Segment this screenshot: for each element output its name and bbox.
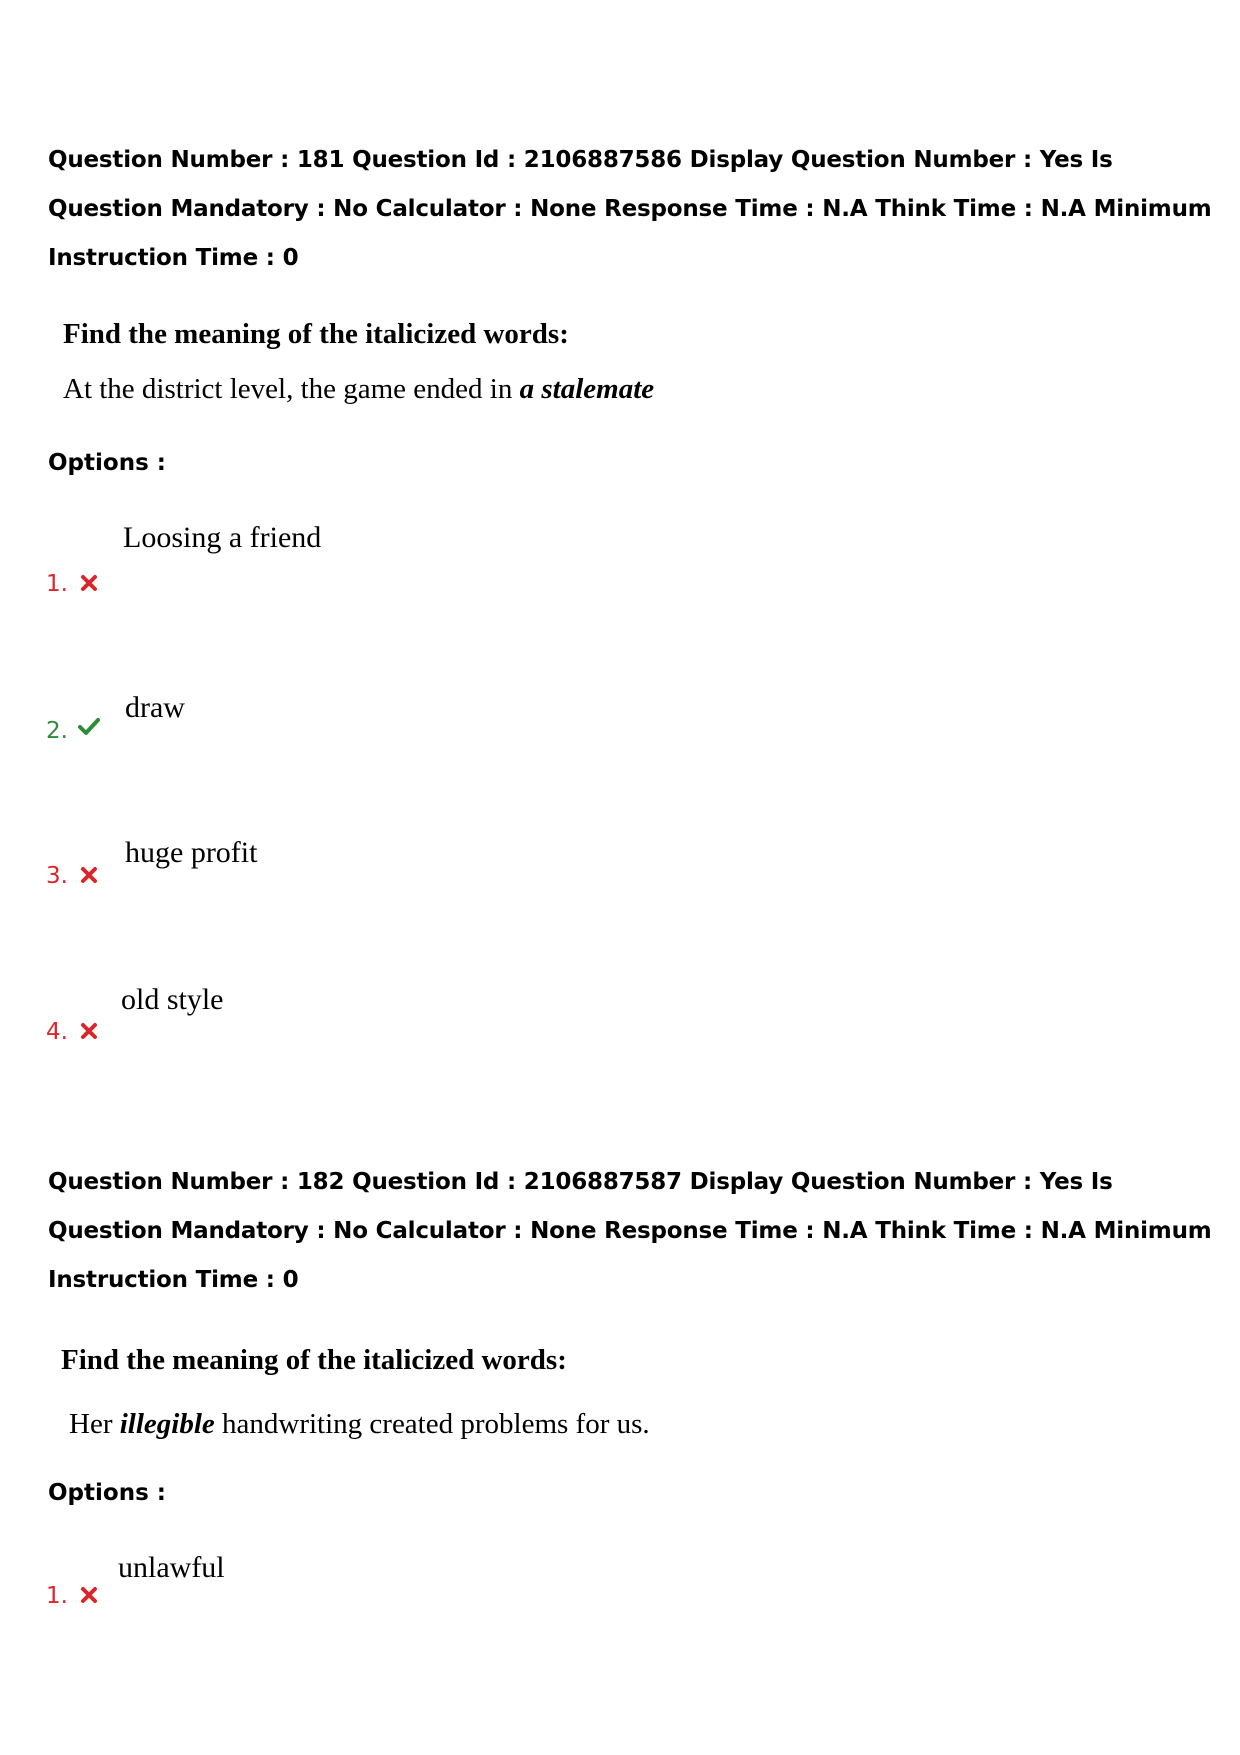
option-text: draw [125, 691, 185, 724]
check-icon [78, 717, 100, 737]
options-label: Options : [48, 1480, 166, 1506]
question-meta: Question Number : 181 Question Id : 2106887586 Display Question Number : Yes Is Question Mandatory : No Calculator : None Response Time : N.A Think Time : N.A Minimum Instruction Time : 0 [48, 147, 1212, 271]
option-number: 1. [46, 571, 68, 597]
cross-icon [80, 1022, 98, 1040]
cross-icon [80, 574, 98, 592]
italicized-words: illegible [119, 1408, 215, 1440]
question-prompt: Find the meaning of the italicized words: [63, 318, 569, 350]
sentence-text: Her [69, 1408, 120, 1440]
options-label: Options : [48, 450, 166, 476]
option-number: 3. [46, 863, 68, 889]
question-sentence [63, 373, 654, 406]
option-text: old style [121, 983, 224, 1016]
option-number: 1. [46, 1583, 68, 1609]
italicized-words: a stalemate [519, 373, 655, 405]
option-number: 4. [46, 1019, 68, 1045]
option-number: 2. [46, 718, 68, 744]
sentence-text: At the district level, the game ended in [63, 373, 520, 405]
cross-icon [80, 1586, 98, 1604]
option-text: unlawful [118, 1551, 225, 1584]
sentence-text-end: handwriting created problems for us. [214, 1408, 650, 1440]
option-text: huge profit [125, 836, 258, 869]
cross-icon [80, 866, 98, 884]
question-meta: Question Number : 182 Question Id : 2106887587 Display Question Number : Yes Is Question Mandatory : No Calculator : None Response Time : N.A Think Time : N.A Minimum Instruction Time : 0 [48, 1169, 1212, 1293]
question-prompt: Find the meaning of the italicized words: [61, 1344, 567, 1376]
question-sentence [69, 1408, 650, 1441]
option-text: Loosing a friend [123, 521, 322, 554]
